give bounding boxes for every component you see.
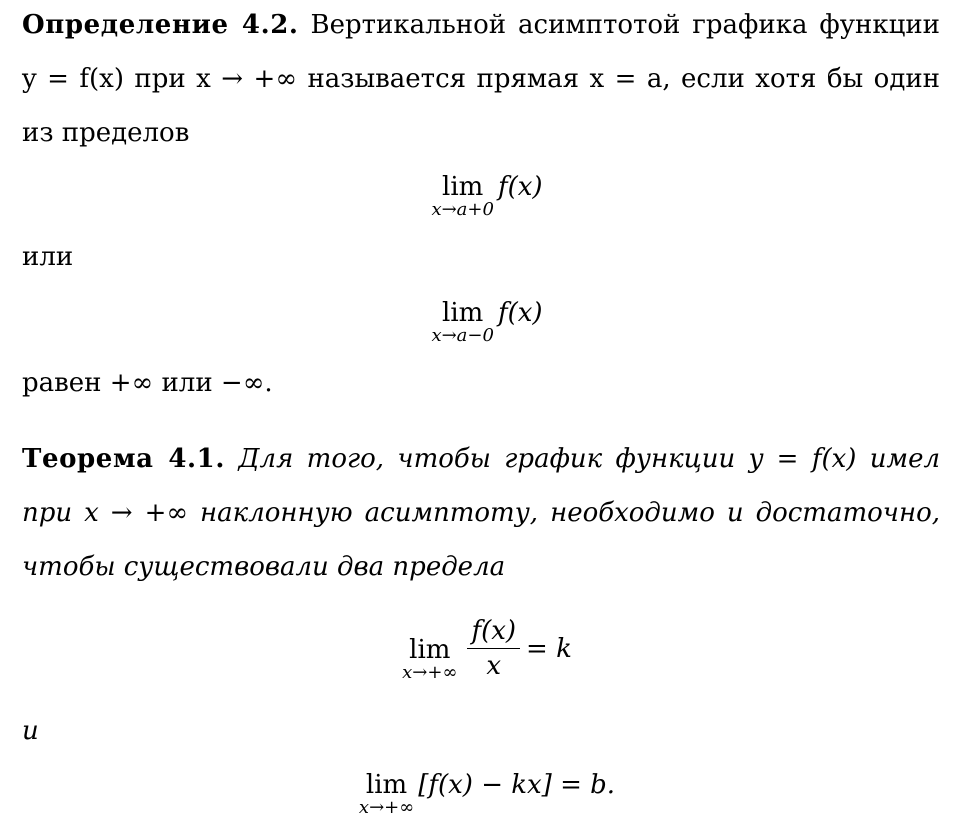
theorem-title: Теорема 4.1. (22, 444, 226, 474)
limit-expression: f(x) (497, 172, 543, 202)
definition-formula-1 (0, 172, 974, 220)
definition-connector: или (22, 242, 74, 272)
theorem-line-1 (22, 446, 940, 472)
fraction (467, 618, 520, 679)
limit-subscript: x→a+0 (431, 199, 494, 220)
definition-line-1-text: Вертикальной асимптотой графика функции (310, 10, 940, 40)
definition-line-2: y = f(x) при x → +∞ называется прямая x = a, если хотя бы один (22, 64, 940, 94)
definition-title: Определение 4.2. (22, 10, 299, 40)
definition-line-3: из пределов (22, 118, 190, 148)
theorem-connector: и (22, 716, 39, 746)
limit-expression: f(x) (497, 298, 543, 328)
fraction-denominator: x (486, 651, 502, 681)
fraction-numerator: f(x) (467, 618, 520, 649)
limit-operator: lim (442, 298, 484, 328)
limit-subscript: x→+∞ (402, 662, 458, 683)
limit-subscript: x→a−0 (431, 325, 494, 346)
definition-formula-2 (0, 298, 974, 346)
definition-line-1 (22, 12, 940, 38)
theorem-formula-2 (0, 770, 974, 818)
limit-expression: [f(x) − kx] = b. (418, 770, 616, 800)
theorem-formula-1 (0, 614, 974, 683)
limit-operator: lim (442, 172, 484, 202)
limit-operator: lim (365, 770, 408, 800)
theorem-line-2: при x → +∞ наклонную асимптоту, необходимо и достаточно, (22, 498, 940, 528)
definition-conclusion: равен +∞ или −∞. (22, 368, 273, 398)
theorem-line-1-text: Для того, чтобы график функции y = f(x) имел (238, 444, 941, 474)
theorem-line-3: чтобы существовали два предела (22, 552, 506, 582)
equation-rhs: = k (526, 633, 572, 664)
limit-operator: lim (409, 635, 451, 665)
limit-subscript: x→+∞ (358, 797, 415, 818)
